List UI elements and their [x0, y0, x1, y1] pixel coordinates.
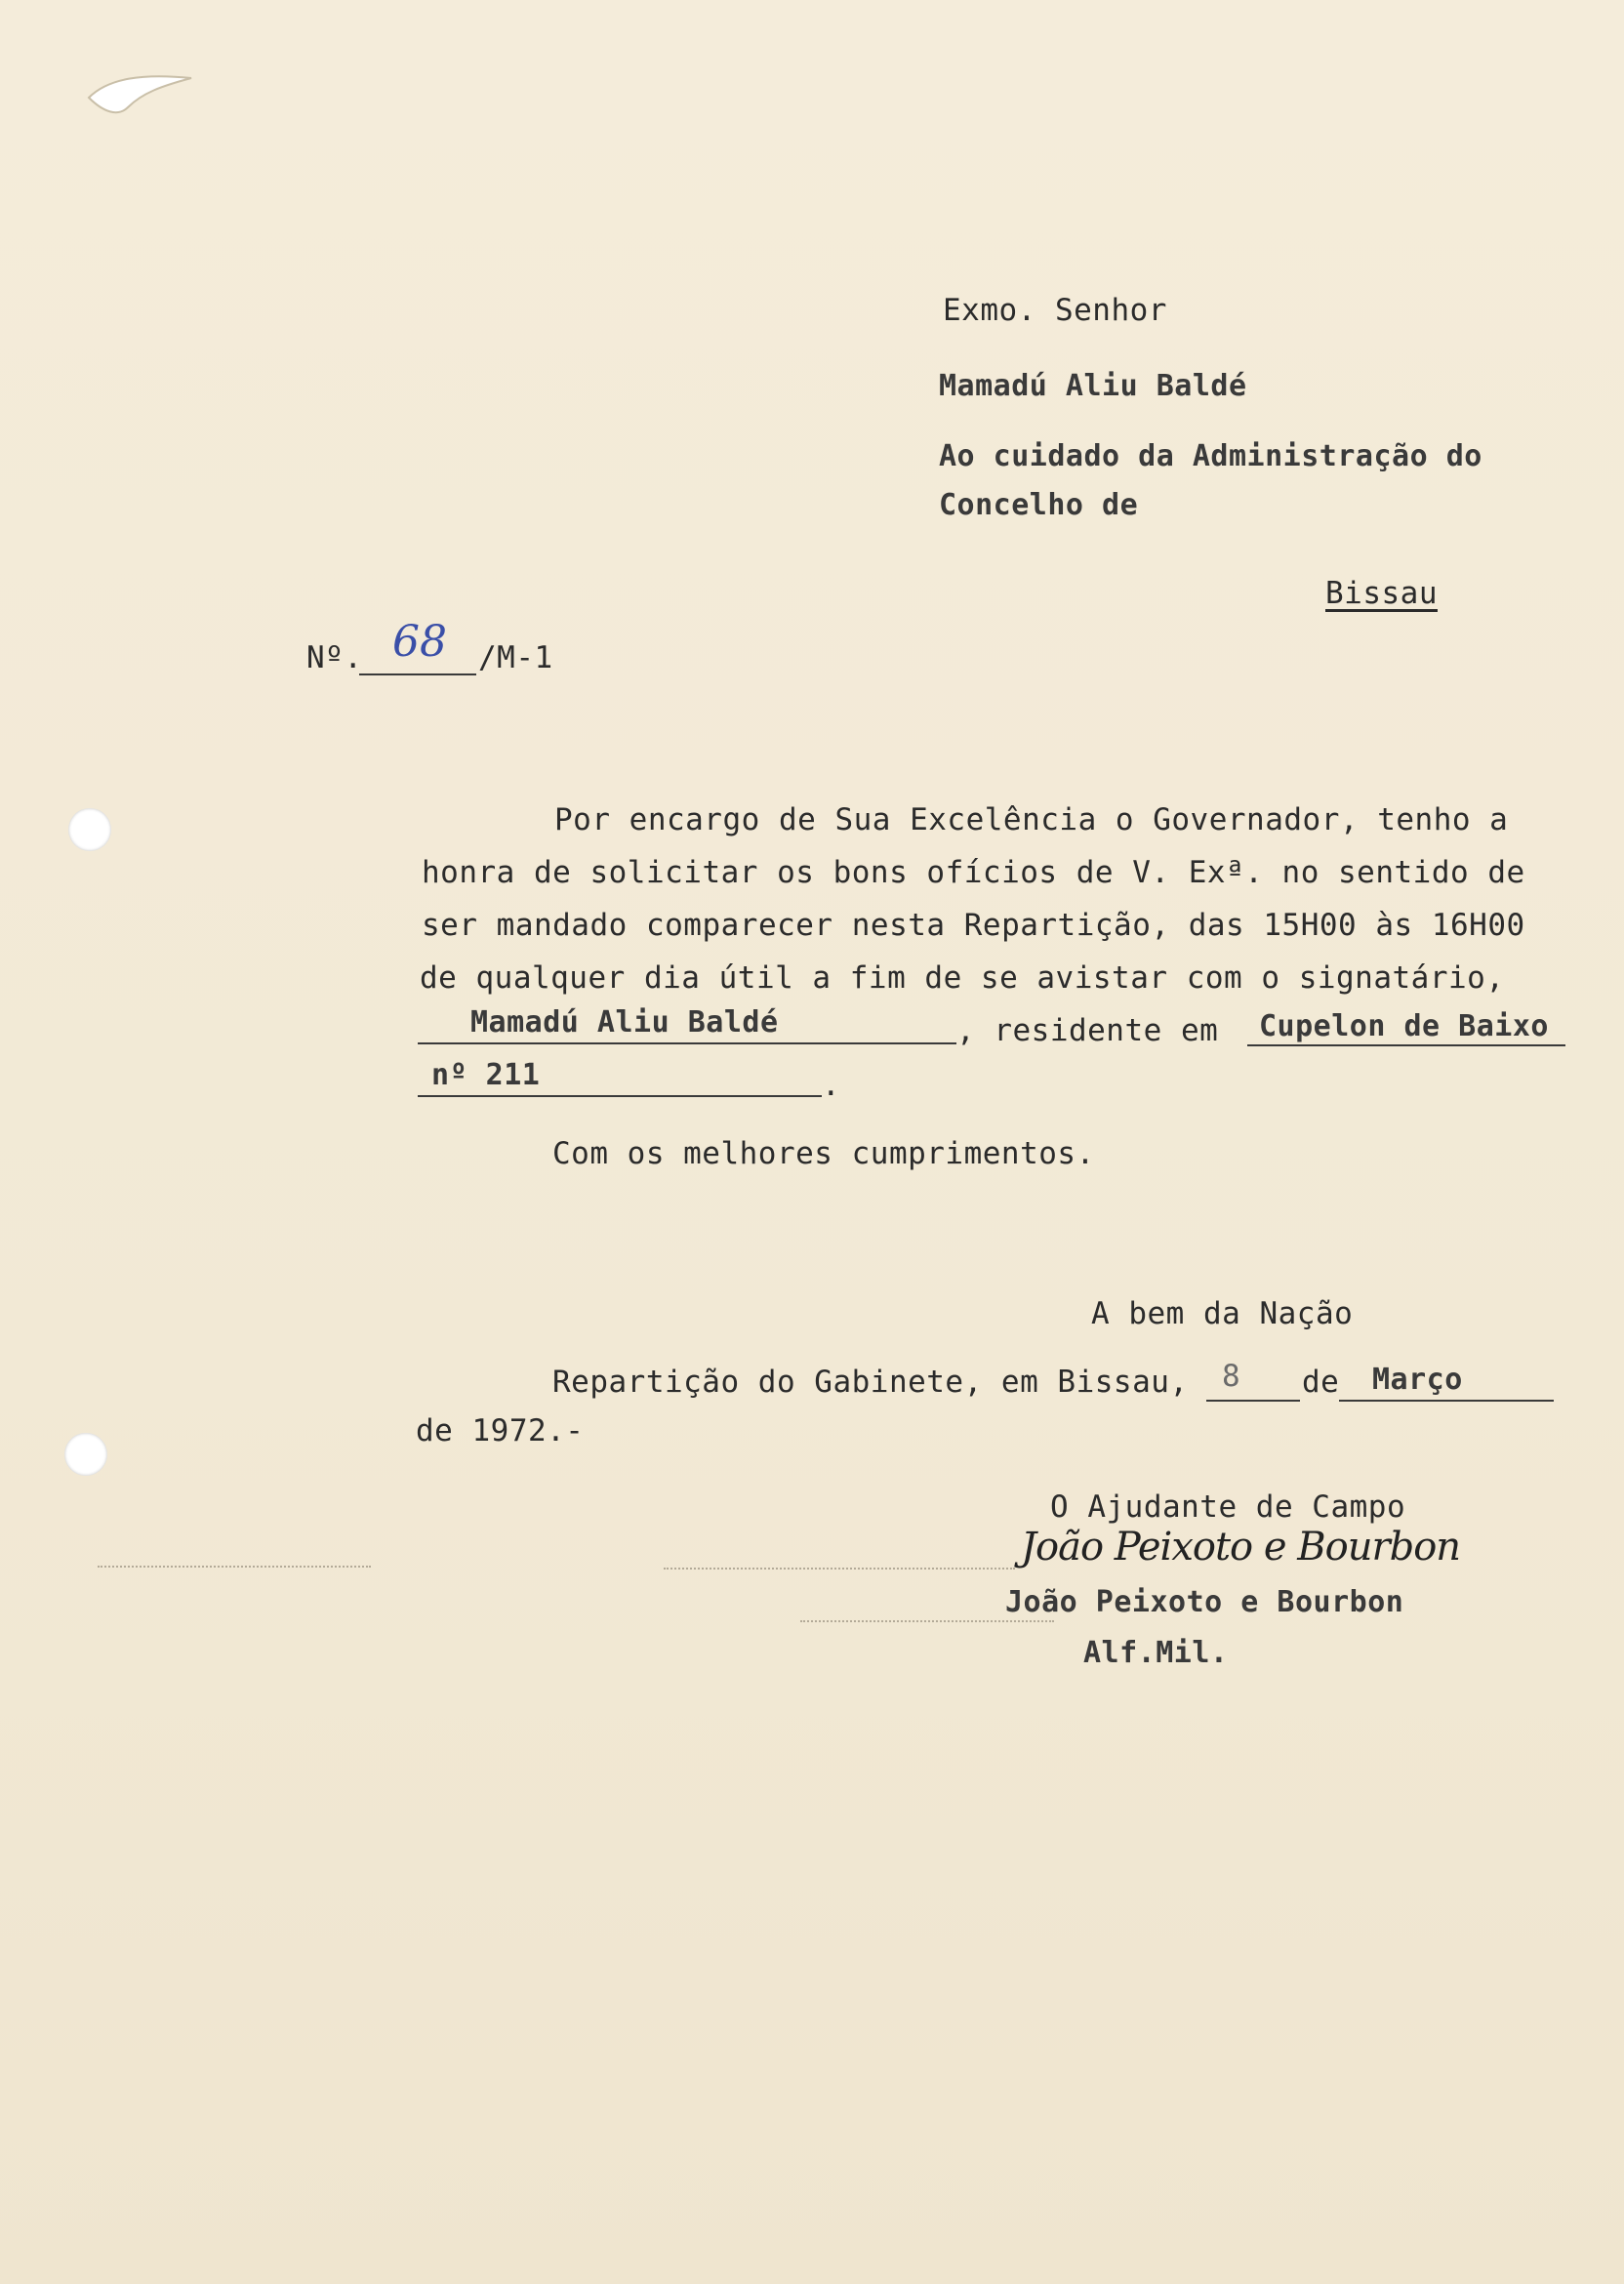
address-line-2-rule — [418, 1095, 822, 1097]
month-line — [1339, 1400, 1554, 1402]
day-line — [1206, 1400, 1300, 1402]
signatory-name: João Peixoto e Bourbon — [1005, 1585, 1404, 1619]
care-of-line-1: Ao cuidado da Administração do — [939, 439, 1482, 473]
date-month: Março — [1372, 1363, 1463, 1397]
date-day: 8 — [1222, 1359, 1241, 1394]
compliments: Com os melhores cumprimentos. — [552, 1136, 1095, 1171]
signatory-role: O Ajudante de Campo — [1050, 1489, 1406, 1525]
address-line-1: Cupelon de Baixo — [1259, 1009, 1549, 1043]
date-de: de — [1302, 1365, 1340, 1400]
faint-rule-1 — [98, 1566, 371, 1568]
person-name: Mamadú Aliu Baldé — [470, 1005, 779, 1040]
motto: A bem da Nação — [1091, 1296, 1354, 1331]
reference-suffix: /M-1 — [478, 640, 553, 675]
faint-rule-2 — [664, 1568, 1015, 1570]
year-line: de 1972.- — [416, 1413, 585, 1448]
place-line: Repartição do Gabinete, em Bissau, — [552, 1365, 1189, 1400]
body-line-4: de qualquer dia útil a fim de se avistar com o signatário, — [420, 960, 1505, 996]
address-line-2: nº 211 — [431, 1058, 541, 1092]
body-line-1: Por encargo de Sua Excelência o Governador, tenho a — [554, 802, 1509, 837]
body-line-2: honra de solicitar os bons ofícios de V. Exª. no sentido de — [422, 855, 1525, 890]
punch-hole-bottom — [64, 1433, 107, 1476]
person-name-line — [418, 1042, 956, 1044]
body-line-3: ser mandado comparecer nesta Repartição, das 15H00 às 16H00 — [422, 908, 1525, 943]
torn-corner-mark — [84, 68, 201, 127]
reference-number-line — [359, 673, 476, 675]
care-of-line-2: Concelho de — [939, 488, 1139, 522]
address-end-period: . — [822, 1068, 841, 1103]
reference-number-handwritten: 68 — [392, 617, 447, 667]
recipient-city: Bissau — [1325, 576, 1438, 611]
address-line-1-rule — [1247, 1044, 1565, 1046]
faint-rule-3 — [800, 1620, 1054, 1622]
reference-prefix: Nº. — [306, 640, 363, 675]
signatory-rank: Alf.Mil. — [1083, 1636, 1229, 1670]
residente-em-text: , residente em — [956, 1013, 1219, 1048]
recipient-name: Mamadú Aliu Baldé — [939, 369, 1247, 403]
punch-hole-top — [68, 808, 111, 851]
salutation: Exmo. Senhor — [943, 293, 1167, 328]
handwritten-signature: João Peixoto e Bourbon — [1021, 1525, 1461, 1570]
